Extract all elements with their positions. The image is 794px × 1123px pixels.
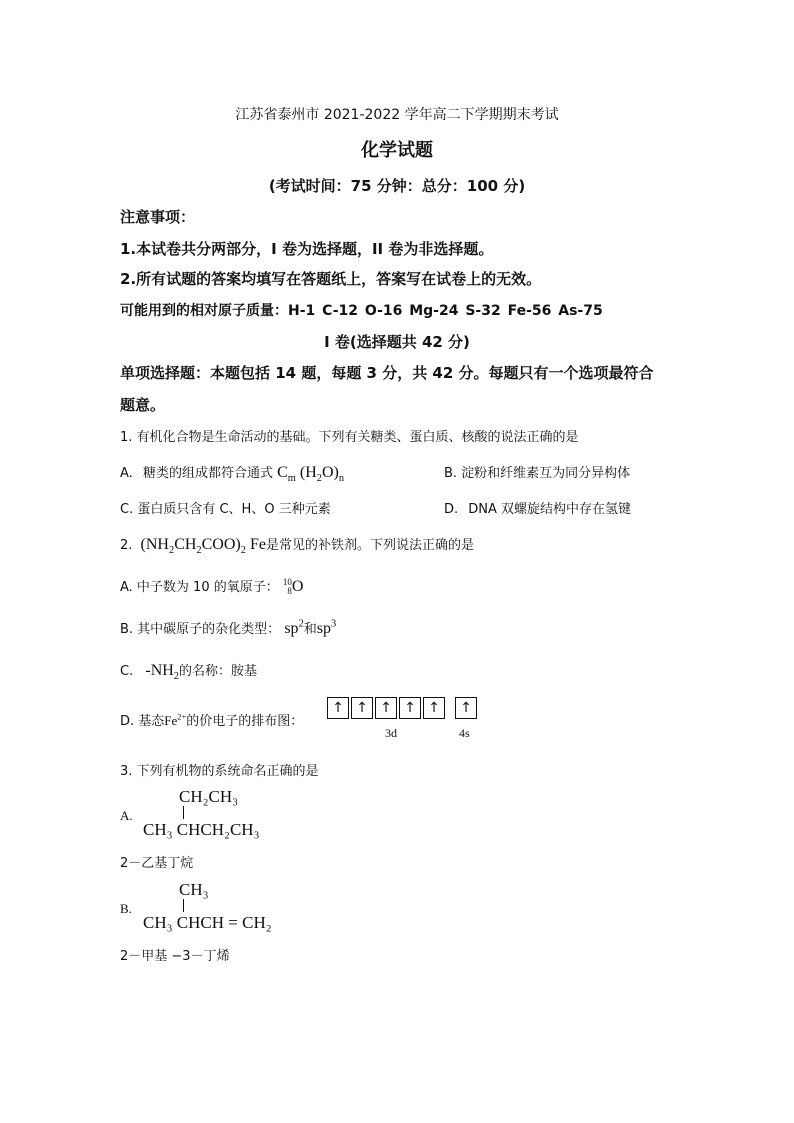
q3-a-name: 2－乙基丁烷: [120, 856, 194, 871]
q3-b-name: 2－甲基 −3－丁烯: [120, 949, 230, 964]
orbital-4s: ↑: [455, 697, 477, 719]
q2-c-text: 的名称：胺基: [179, 664, 258, 679]
exam-source: 江苏省泰州市 2021-2022 学年高二下学期期末考试: [235, 107, 559, 123]
q3-a-main-chain: CH₃ CHCH₂CH₃: [143, 820, 260, 839]
orbital-diagram: [327, 697, 487, 740]
q1-a-formula: $C_m$ $(H_2O)_n$: [277, 464, 345, 485]
orbital-3d-4: ↑: [399, 697, 421, 719]
section-instruction-2: 题意。: [120, 396, 166, 414]
orbital-3d-2: ↑: [351, 697, 373, 719]
q2-option-b: [120, 618, 336, 638]
q1-option-d: [444, 498, 631, 517]
q2-number: 2.: [120, 538, 133, 553]
q1-stem: 1. 有机化合物是生命活动的基础。下列有关糖类、蛋白质、核酸的说法正确的是: [120, 430, 579, 445]
q2-b-sp3: $sp^3$: [316, 618, 337, 637]
q3-a-bond: [183, 806, 184, 819]
q2-a-isotope: 10 8O: [282, 577, 304, 597]
q2-b-text: B. 其中碳原子的杂化类型：: [120, 622, 281, 637]
q3-a-substituent: CH₂CH₃: [179, 787, 239, 806]
q1-option-b: B. 淀粉和纤维素互为同分异构体: [444, 466, 631, 481]
q2-d-suffix: 的价电子的排布图：: [186, 714, 304, 729]
q1-d-text: DNA 双螺旋结构中存在氢键: [468, 502, 632, 517]
q2-option-d: [120, 710, 303, 729]
q2-option-c: [120, 660, 258, 683]
q2-c-formula: $-NH_2$: [145, 662, 179, 683]
q1-option-a: [120, 462, 345, 485]
orbital-3d-3: ↑: [375, 697, 397, 719]
paper-title: 化学试题: [361, 140, 433, 161]
section-instruction-1: 单项选择题：本题包括 14 题，每题 3 分，共 42 分。每题只有一个选项最符合: [120, 364, 654, 382]
orbital-4s-label: 4s: [459, 726, 470, 740]
q1-option-c: C. 蛋白质只含有 C、H、O 三种元素: [120, 502, 331, 517]
note-item-1: 1.本试卷共分两部分，I 卷为选择题，II 卷为非选择题。: [120, 240, 494, 258]
q1-a-text: 糖类的组成都符合通式: [142, 466, 273, 481]
q2-b-and: 和: [303, 622, 317, 637]
q2-a-text: A. 中子数为 10 的氧原子：: [120, 580, 279, 595]
q1-a-label: A.: [120, 466, 133, 481]
q3-b-main-chain: CH₃ CHCH = CH₂: [143, 913, 272, 932]
q2-b-sp2: $sp^2$: [284, 618, 304, 637]
q3-stem: 3. 下列有机物的系统命名正确的是: [120, 764, 319, 779]
exam-info: (考试时间：75 分钟：总分：100 分): [268, 177, 526, 195]
note-item-2: 2.所有试题的答案均填写在答题纸上，答案写在试卷上的无效。: [120, 270, 542, 288]
q2-d-ion: $Fe^{2+}$: [164, 711, 187, 728]
orbital-3d-label: 3d: [385, 726, 397, 740]
q3-a-label: A.: [120, 808, 133, 823]
orbital-3d-1: ↑: [327, 697, 349, 719]
q2-c-label: C.: [120, 664, 134, 679]
q2-option-a: [120, 576, 303, 596]
q1-d-label: D.: [444, 502, 459, 517]
q2-d-text: D. 基态: [120, 714, 165, 729]
q3-b-bond: [183, 899, 184, 912]
q2-formula: $(NH_2CH_2COO)_2$ Fe: [140, 536, 266, 557]
notes-heading: 注意事项：: [120, 208, 196, 226]
q2-stem: [120, 534, 474, 557]
section-title: I 卷(选择题共 42 分): [324, 333, 470, 351]
orbital-3d-5: ↑: [423, 697, 445, 719]
q3-b-label: B.: [120, 901, 132, 916]
q3-b-substituent: CH₃: [179, 880, 209, 899]
q2-stem-text: 是常见的补铁剂。下列说法正确的是: [265, 538, 474, 553]
atomic-masses: 可能用到的相对原子质量：H-1 C-12 O-16 Mg-24 S-32 Fe-56 As-75: [120, 303, 603, 319]
